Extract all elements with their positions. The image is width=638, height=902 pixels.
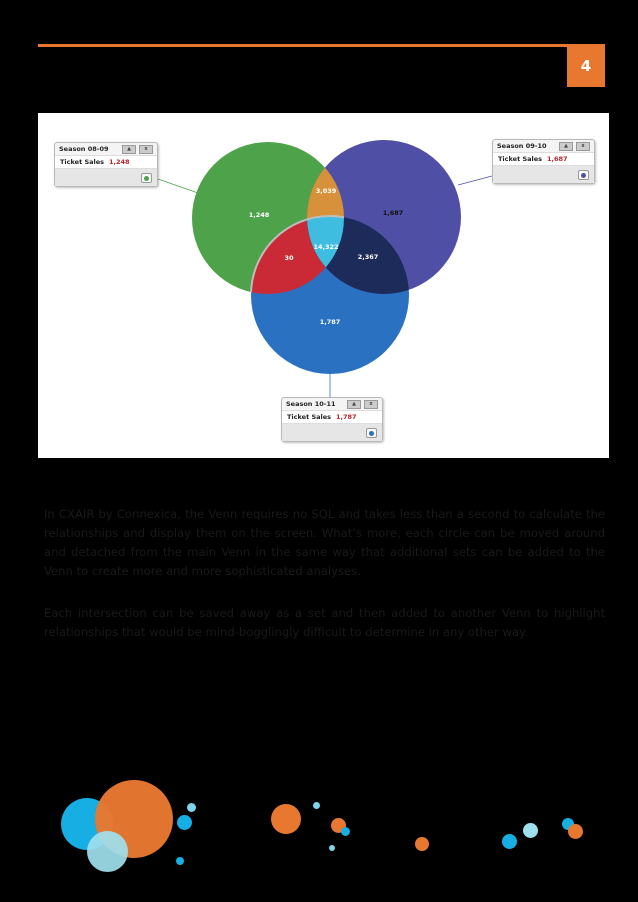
set-box-header	[493, 140, 594, 152]
set-box-season-10-11[interactable]	[281, 397, 383, 442]
metric-label: Ticket Sales	[287, 413, 332, 421]
bubble-decoration	[271, 804, 301, 834]
set-box-season-09-10[interactable]	[492, 139, 595, 184]
region-label-c-only: 1,787	[319, 318, 341, 326]
set-box-header	[282, 398, 382, 410]
bubble-decoration	[177, 815, 192, 830]
body-paragraph-1: In CXAIR by Connexica, the Venn requires no SQL and takes less than a second to calculate the relationships and display them on the screen. What’s more, each circle can be moved around and detached from the main Venn in the same way that additional sets can be added to the Venn to create more and more sophisticated analyses.	[44, 507, 605, 578]
region-label-abc: 14,322	[313, 243, 339, 251]
region-label-bc: 2,367	[357, 253, 379, 261]
bubble-decoration	[415, 837, 429, 851]
page-number-badge	[567, 45, 605, 87]
bubble-decoration	[87, 831, 128, 872]
set-box-season-08-09[interactable]	[54, 142, 158, 187]
connector-line-a	[158, 179, 198, 193]
minimize-button[interactable]: ▲	[122, 145, 136, 154]
region-label-a-only: 1,248	[248, 211, 270, 219]
color-swatch-button[interactable]	[141, 173, 152, 183]
color-swatch-button[interactable]	[366, 428, 377, 438]
metric-value: 1,687	[547, 155, 568, 163]
body-paragraph-2: Each intersection can be saved away as a set and then added to another Venn to highlight relationships that would be mind-bogglingly difficult to determine in any other way.	[44, 606, 605, 639]
venn-figure	[38, 113, 609, 458]
bubble-decoration	[568, 824, 583, 839]
set-title: Season 10-11	[286, 400, 336, 408]
color-swatch-icon	[581, 173, 586, 178]
set-title: Season 09-10	[497, 142, 547, 150]
bubble-decoration	[187, 803, 196, 812]
bubble-decoration	[176, 857, 184, 865]
bubble-decoration	[329, 845, 335, 851]
color-swatch-icon	[144, 176, 149, 181]
color-swatch-button[interactable]	[578, 170, 589, 180]
metric-label: Ticket Sales	[60, 158, 105, 166]
minimize-button[interactable]: ▲	[347, 400, 361, 409]
bubble-decoration	[313, 802, 320, 809]
page-number: 4	[580, 57, 592, 75]
set-box-footer	[55, 169, 157, 186]
bubble-decoration	[341, 827, 350, 836]
connector-line-b	[458, 176, 492, 185]
region-label-ac: 30	[284, 254, 294, 262]
metric-value: 1,787	[336, 413, 357, 421]
bubble-decoration	[502, 834, 517, 849]
region-label-ab: 3,039	[315, 187, 337, 195]
set-box-footer	[282, 424, 382, 441]
metric-label: Ticket Sales	[498, 155, 543, 163]
set-title: Season 08-09	[59, 145, 109, 153]
set-metric-row	[55, 155, 157, 169]
bubble-decoration	[523, 823, 538, 838]
close-button[interactable]: x	[364, 400, 378, 409]
color-swatch-icon	[369, 431, 374, 436]
set-box-header	[55, 143, 157, 155]
set-metric-row	[493, 152, 594, 166]
metric-value: 1,248	[109, 158, 130, 166]
close-button[interactable]: x	[576, 142, 590, 151]
close-button[interactable]: x	[139, 145, 153, 154]
region-label-b-only: 1,687	[382, 209, 404, 217]
minimize-button[interactable]: ▲	[559, 142, 573, 151]
set-metric-row	[282, 410, 382, 424]
set-box-footer	[493, 166, 594, 183]
header-rule	[38, 44, 605, 47]
